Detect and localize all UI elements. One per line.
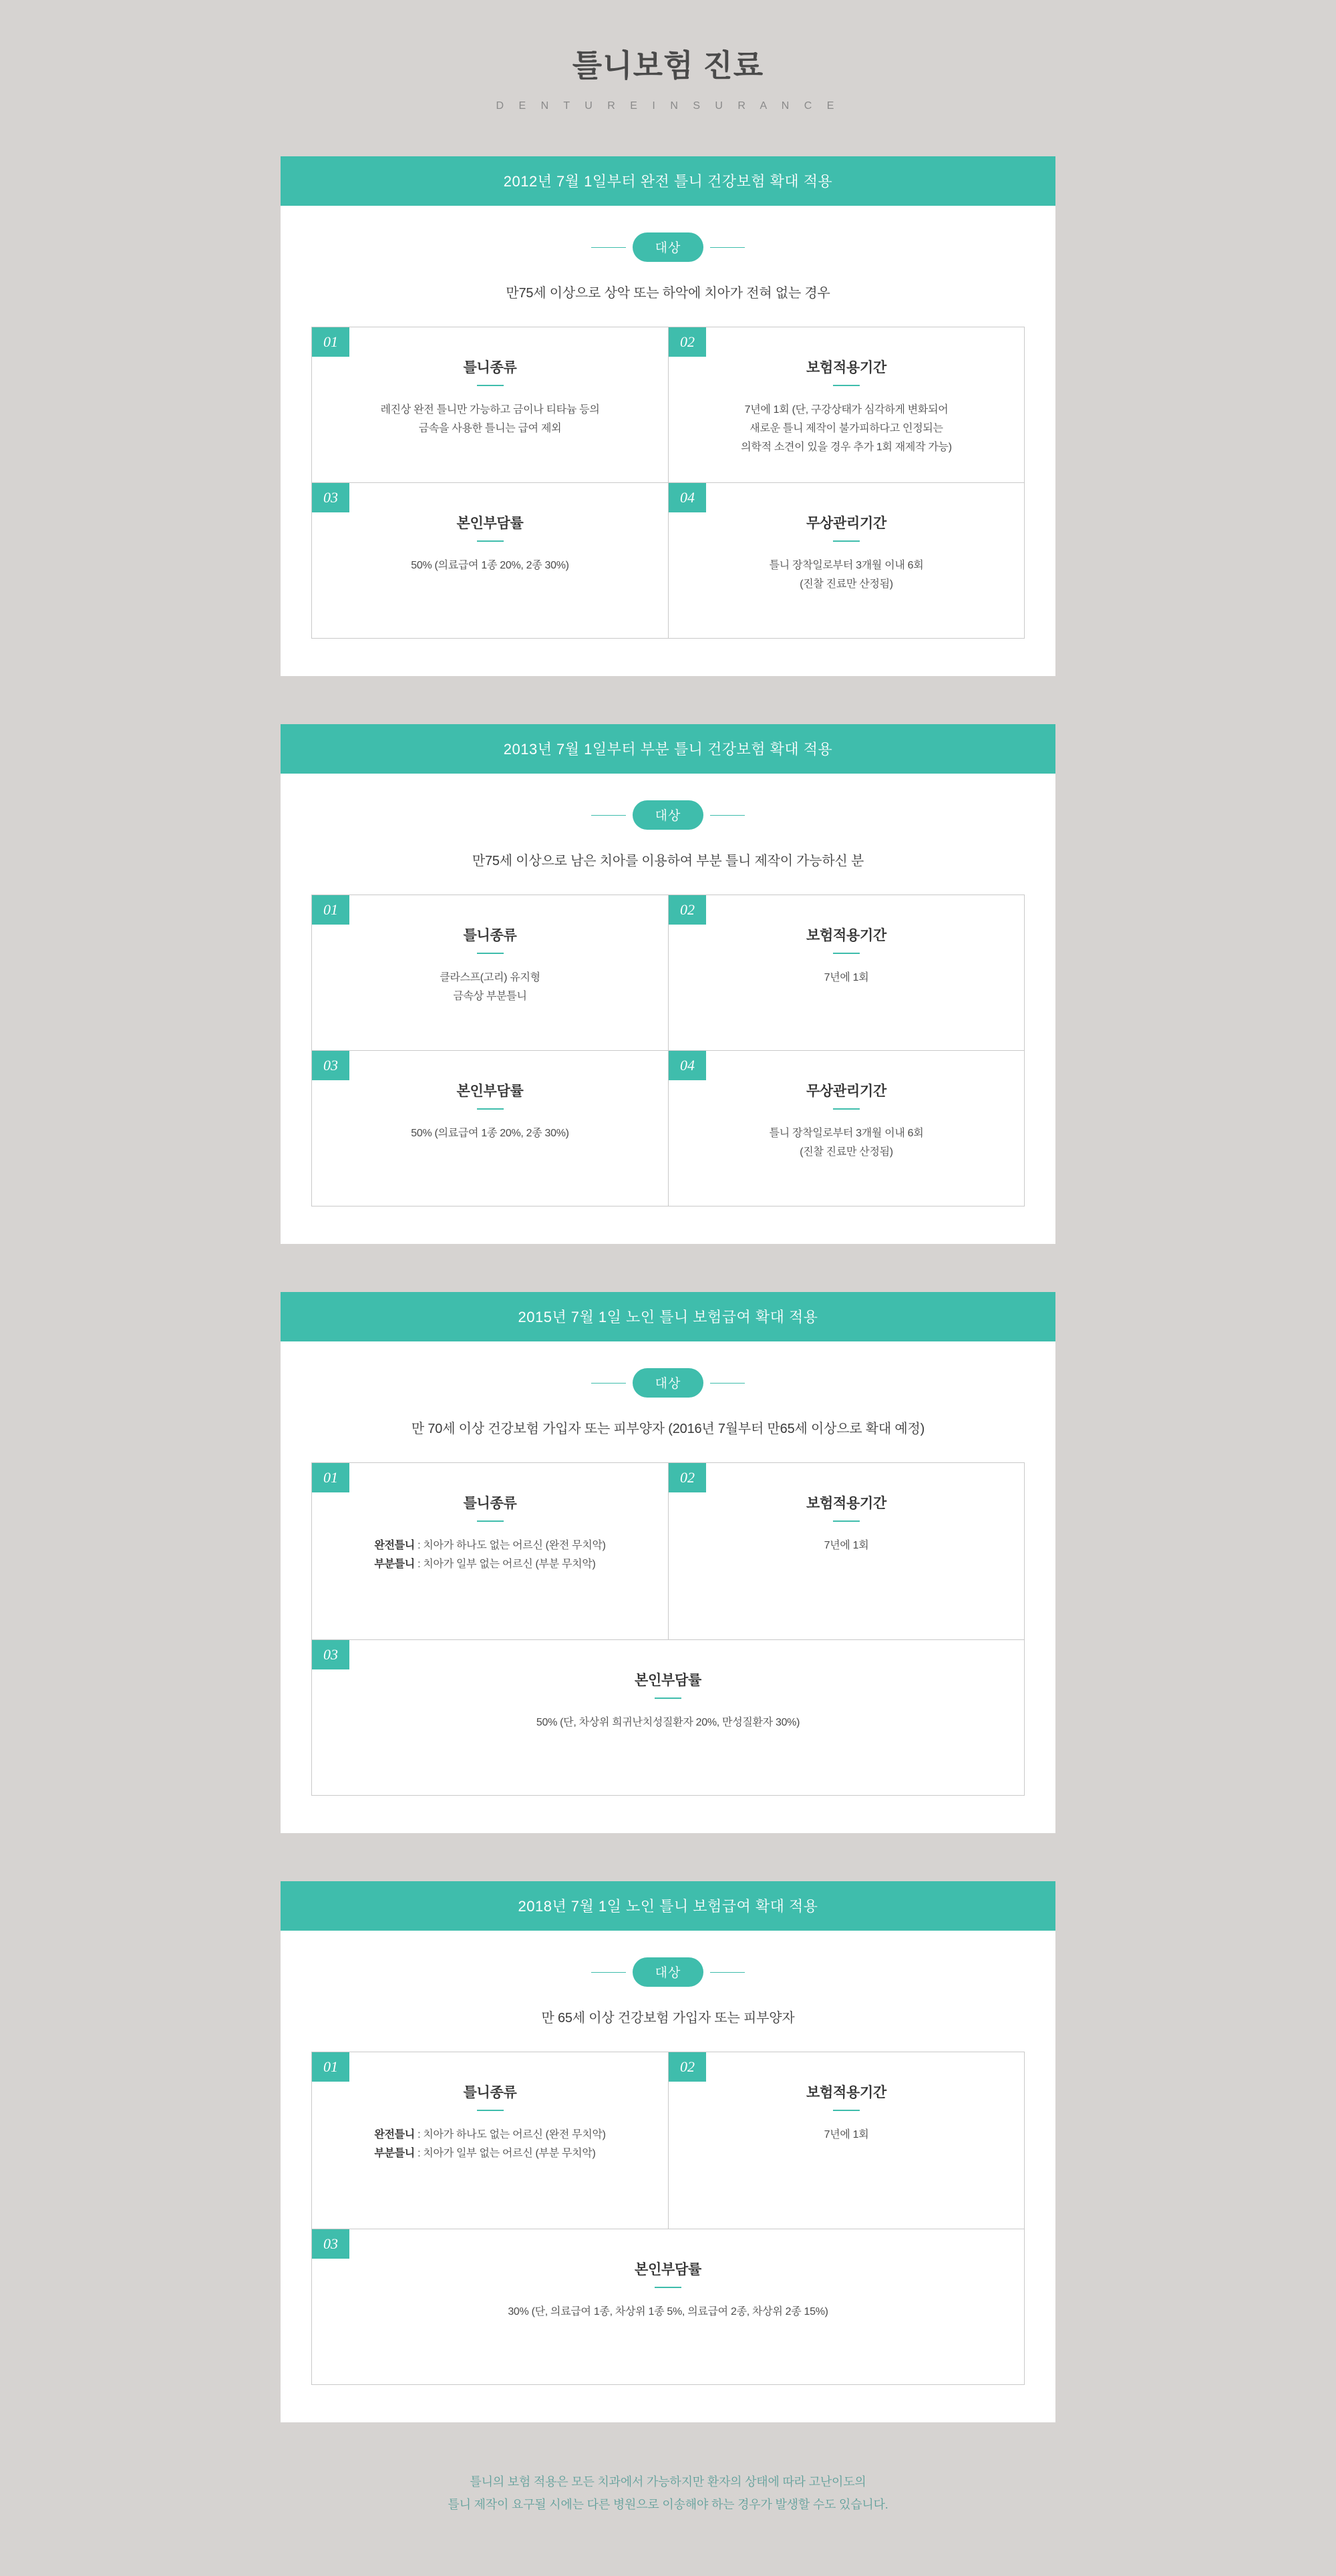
page-root (0, 41, 1336, 2516)
cell-text-rest: : 치아가 하나도 없는 어르신 (완전 무치악) (414, 2129, 606, 2140)
detail-cell (312, 482, 668, 638)
title-underline (477, 1520, 504, 1522)
title-underline (655, 2287, 681, 2288)
cell-number-badge: 02 (669, 1463, 706, 1492)
cell-text-rest: : 치아가 일부 없는 어르신 (부분 무치악) (414, 2148, 596, 2159)
cell-number-badge: 04 (669, 1051, 706, 1080)
detail-cell (668, 1463, 1024, 1639)
target-row (311, 800, 1025, 830)
card-body (281, 206, 1055, 676)
cell-title: 틀니종류 (463, 360, 517, 375)
cards-container (0, 156, 1336, 2422)
cell-number-badge: 03 (312, 1640, 349, 1669)
cell-text: 레진상 완전 틀니만 가능하고 금이나 티타늄 등의 (380, 404, 600, 416)
cell-body (683, 2126, 1009, 2185)
divider-line-left (591, 1383, 626, 1384)
cell-text-line (374, 1555, 605, 1574)
divider-line-left (591, 247, 626, 248)
divider-line-left (591, 1972, 626, 1973)
divider-line-right (710, 1383, 745, 1384)
title-underline (477, 1108, 504, 1110)
divider-line-left (591, 815, 626, 816)
title-underline (833, 385, 860, 386)
title-underline (477, 2110, 504, 2111)
insurance-card (281, 156, 1055, 676)
cell-title: 본인부담률 (635, 1673, 701, 1688)
cell-title: 무상관리기간 (806, 516, 886, 531)
cell-text-emphasis: 부분틀니 (374, 2148, 415, 2159)
cell-text: 7년에 1회 (824, 972, 869, 983)
cell-text: 금속을 사용한 틀니는 급여 제외 (418, 423, 562, 434)
cell-number-badge: 02 (669, 895, 706, 925)
page-subtitle: D E N T U R E I N S U R A N C E (496, 100, 840, 112)
cell-text: 50% (단, 차상위 희귀난치성질환자 20%, 만성질환자 30%) (536, 1717, 800, 1728)
cell-text-line (374, 2144, 605, 2163)
cell-body (327, 556, 653, 615)
detail-grid (311, 327, 1025, 639)
cell-title: 틀니종류 (463, 928, 517, 943)
target-row (311, 1368, 1025, 1398)
card-title: 2015년 7월 1일 노인 틀니 보험급여 확대 적용 (281, 1292, 1055, 1341)
cell-title: 보험적용기간 (806, 928, 886, 943)
target-badge: 대상 (633, 1368, 704, 1398)
cell-body (327, 401, 653, 460)
detail-cell (312, 2052, 668, 2229)
detail-cell (668, 1050, 1024, 1206)
target-description: 만75세 이상으로 상악 또는 하악에 치아가 전혀 없는 경우 (506, 286, 830, 301)
title-underline (833, 953, 860, 954)
cell-text: 7년에 1회 (824, 2129, 869, 2140)
title-underline (477, 953, 504, 954)
cell-text: 틀니 장착일로부터 3개월 이내 6회 (769, 560, 924, 571)
cell-title: 보험적용기간 (806, 360, 886, 375)
title-underline (477, 540, 504, 542)
cell-number-badge: 01 (312, 327, 349, 357)
cell-body (683, 969, 1009, 1027)
insurance-card (281, 1292, 1055, 1833)
card-body (281, 774, 1055, 1244)
page-header (0, 41, 1336, 112)
cell-text: 50% (의료급여 1종 20%, 2종 30%) (411, 1128, 569, 1139)
detail-cell (668, 895, 1024, 1050)
title-underline (477, 385, 504, 386)
title-underline (833, 1520, 860, 1522)
cell-body (327, 1714, 1009, 1772)
detail-cell (668, 2052, 1024, 2229)
cell-body (683, 556, 1009, 615)
target-description: 만 70세 이상 건강보험 가입자 또는 피부양자 (2016년 7월부터 만65세 이상으로 확대 예정) (411, 1422, 925, 1436)
cell-body (327, 2303, 1009, 2362)
cell-text-line (374, 2126, 605, 2144)
cell-text: 틀니 장착일로부터 3개월 이내 6회 (769, 1128, 924, 1139)
divider-line-right (710, 815, 745, 816)
footer-line-1: 틀니의 보험 적용은 모든 치과에서 가능하지만 환자의 상태에 따라 고난이도의 (470, 2475, 866, 2488)
insurance-card (281, 724, 1055, 1244)
cell-title: 보험적용기간 (806, 1496, 886, 1511)
cell-text-emphasis: 완전틀니 (374, 2129, 415, 2140)
target-row (311, 232, 1025, 262)
cell-title: 본인부담률 (635, 2262, 701, 2277)
detail-grid (311, 1462, 1025, 1796)
cell-text: 새로운 틀니 제작이 불가피하다고 인정되는 (749, 423, 943, 434)
cell-number-badge: 01 (312, 895, 349, 925)
cell-number-badge: 04 (669, 483, 706, 512)
cell-number-badge: 03 (312, 1051, 349, 1080)
card-title: 2013년 7월 1일부터 부분 틀니 건강보험 확대 적용 (281, 724, 1055, 774)
cell-number-badge: 02 (669, 2052, 706, 2082)
cell-text: 클라스프(고리) 유지형 (440, 972, 540, 983)
detail-cell (312, 327, 668, 482)
card-title: 2012년 7월 1일부터 완전 틀니 건강보험 확대 적용 (281, 156, 1055, 206)
detail-cell (668, 482, 1024, 638)
page-footer (0, 2470, 1336, 2516)
card-title: 2018년 7월 1일 노인 틀니 보험급여 확대 적용 (281, 1881, 1055, 1931)
detail-grid (311, 895, 1025, 1206)
title-underline (833, 1108, 860, 1110)
detail-cell (312, 1050, 668, 1206)
cell-number-badge: 02 (669, 327, 706, 357)
cell-title: 틀니종류 (463, 2085, 517, 2100)
cell-body (683, 1537, 1009, 1595)
card-body (281, 1931, 1055, 2422)
cell-text (374, 1537, 605, 1574)
cell-text-rest: : 치아가 일부 없는 어르신 (부분 무치악) (414, 1559, 596, 1570)
cell-body (683, 401, 1009, 460)
cell-body (327, 969, 653, 1027)
target-badge: 대상 (633, 800, 704, 830)
cell-number-badge: 03 (312, 483, 349, 512)
cell-text: 금속상 부분틀니 (453, 991, 527, 1002)
cell-body (327, 2126, 653, 2206)
cell-body (327, 1124, 653, 1183)
title-underline (833, 2110, 860, 2111)
cell-text: (진찰 진료만 산정됨) (800, 1146, 893, 1158)
card-body (281, 1341, 1055, 1833)
cell-title: 본인부담률 (456, 1084, 524, 1099)
target-badge: 대상 (633, 1957, 704, 1987)
cell-body (327, 1537, 653, 1617)
cell-text: 7년에 1회 (824, 1540, 869, 1551)
cell-text-emphasis: 완전틀니 (374, 1540, 415, 1551)
detail-cell (312, 1463, 668, 1639)
cell-text-rest: : 치아가 하나도 없는 어르신 (완전 무치악) (414, 1540, 606, 1551)
detail-grid (311, 2052, 1025, 2385)
target-row (311, 1957, 1025, 1987)
detail-cell (312, 1639, 1024, 1795)
cell-title: 보험적용기간 (806, 2085, 886, 2100)
cell-number-badge: 01 (312, 1463, 349, 1492)
cell-text: 의학적 소견이 있을 경우 추가 1회 재제작 가능) (741, 442, 952, 453)
cell-text: 50% (의료급여 1종 20%, 2종 30%) (411, 560, 569, 571)
cell-title: 본인부담률 (456, 516, 524, 531)
detail-cell (312, 895, 668, 1050)
cell-number-badge: 03 (312, 2229, 349, 2259)
cell-number-badge: 01 (312, 2052, 349, 2082)
cell-text: 7년에 1회 (단, 구강상태가 심각하게 변화되어 (744, 404, 949, 416)
cell-text (374, 2126, 605, 2163)
insurance-card (281, 1881, 1055, 2422)
footer-line-2: 틀니 제작이 요구될 시에는 다른 병원으로 이송해야 하는 경우가 발생할 수도 있습니다. (448, 2498, 888, 2512)
cell-title: 틀니종류 (463, 1496, 517, 1511)
page-title: 틀니보험 진료 (572, 48, 764, 83)
cell-title: 무상관리기간 (806, 1084, 886, 1099)
cell-body (683, 1124, 1009, 1183)
divider-line-right (710, 247, 745, 248)
cell-text-emphasis: 부분틀니 (374, 1559, 415, 1570)
detail-cell (668, 327, 1024, 482)
title-underline (833, 540, 860, 542)
target-description: 만75세 이상으로 남은 치아를 이용하여 부분 틀니 제작이 가능하신 분 (472, 854, 864, 868)
cell-text: 30% (단, 의료급여 1종, 차상위 1종 5%, 의료급여 2종, 차상위 2종 15%) (508, 2306, 828, 2317)
cell-text: (진찰 진료만 산정됨) (800, 579, 893, 590)
title-underline (655, 1698, 681, 1699)
target-badge: 대상 (633, 232, 704, 262)
divider-line-right (710, 1972, 745, 1973)
detail-cell (312, 2229, 1024, 2384)
target-description: 만 65세 이상 건강보험 가입자 또는 피부양자 (541, 2011, 795, 2026)
cell-text-line (374, 1537, 605, 1555)
